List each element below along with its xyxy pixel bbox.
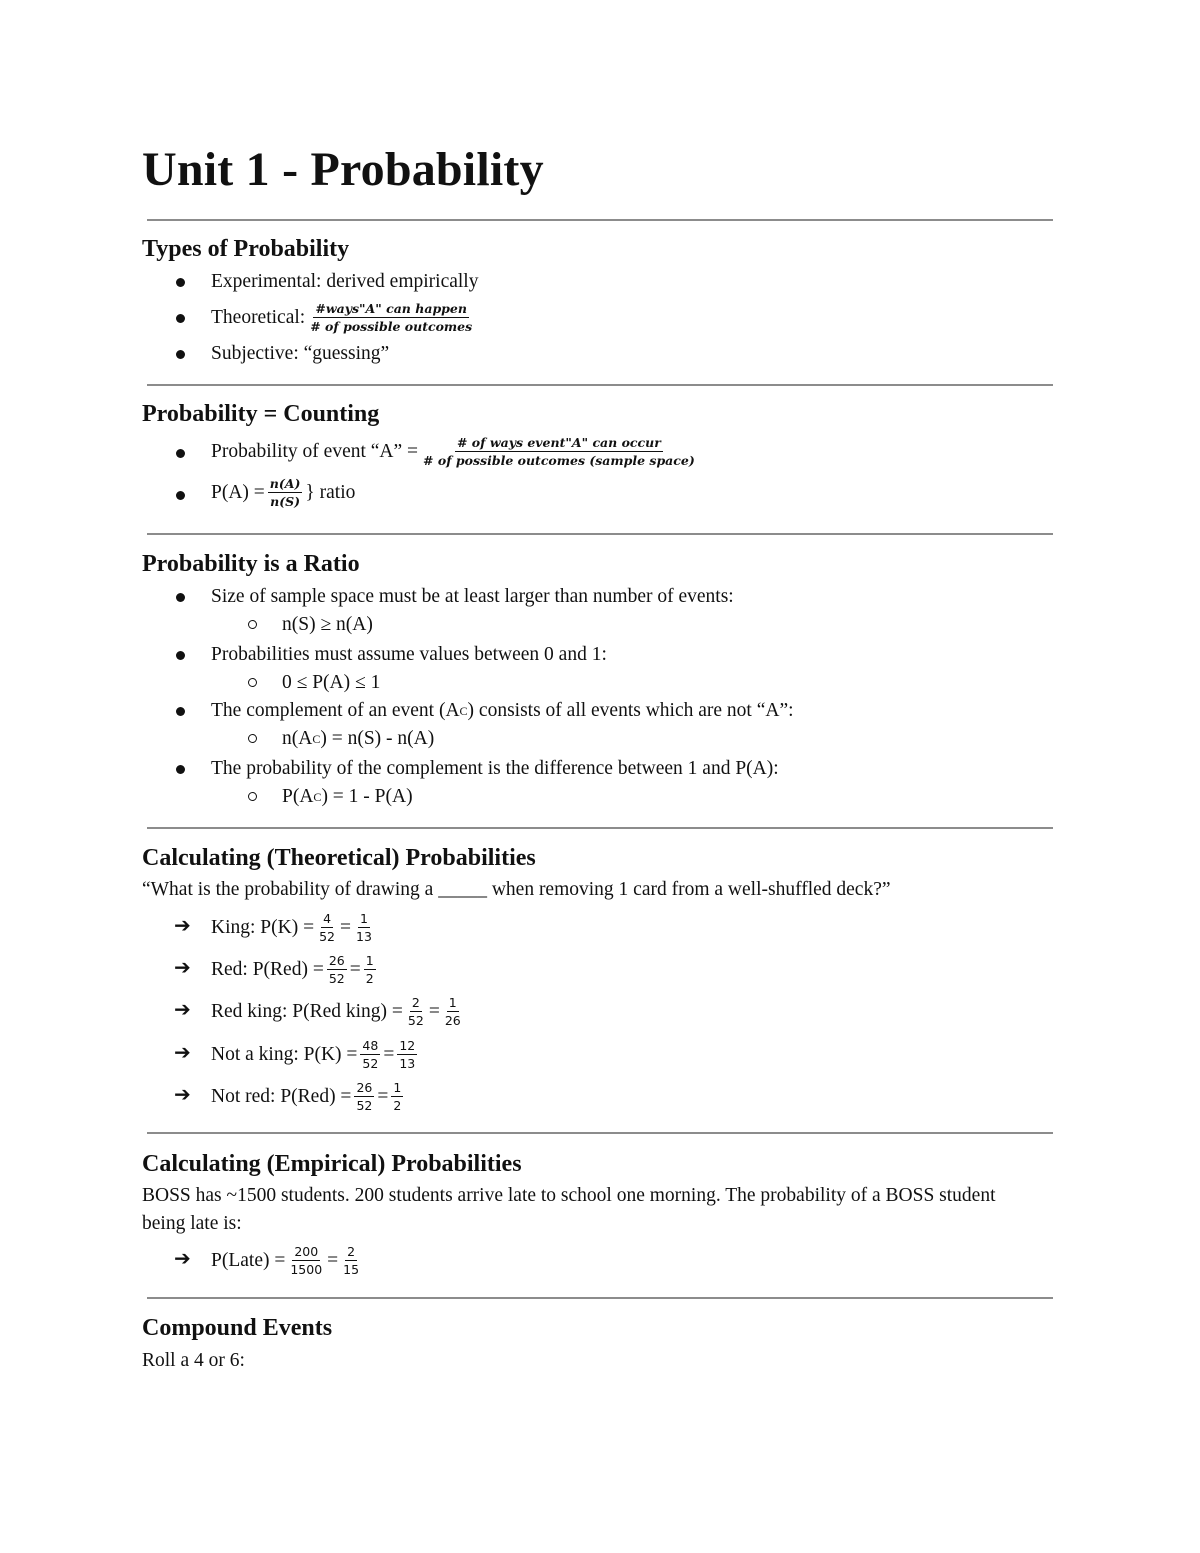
theoretical-fraction — [308, 302, 474, 334]
fraction — [397, 1039, 417, 1071]
card-question: “What is the probability of drawing a _____ when removing 1 card from a well-shuffled deck?” — [142, 879, 891, 900]
sub-bullet-ns-na: n(S) ≥ n(A) — [282, 614, 373, 635]
fraction — [360, 1039, 380, 1071]
bullet-icon — [176, 593, 185, 602]
bullet-icon — [176, 278, 185, 287]
fraction — [354, 1081, 374, 1113]
bullet-theoretical — [211, 302, 477, 334]
fraction-denominator: 13 — [399, 1056, 416, 1071]
fraction-numerator: 48 — [362, 1038, 379, 1053]
fraction-denominator: 52 — [362, 1056, 379, 1071]
complement-text-a: The complement of an event (A — [211, 700, 460, 721]
section-divider — [147, 533, 1053, 535]
fraction — [364, 954, 376, 986]
complement-text-b: ) consists of all events which are not “A”: — [467, 700, 794, 721]
fraction — [354, 912, 374, 944]
pa-label: P(A) = — [211, 482, 265, 503]
late-fraction-2 — [341, 1245, 361, 1277]
section-divider — [147, 1132, 1053, 1134]
bullet-sample-space: Size of sample space must be at least larger than number of events: — [211, 586, 734, 607]
fraction-denominator: 52 — [328, 971, 345, 986]
fraction — [317, 912, 337, 944]
bullet-pa-ratio — [211, 477, 355, 509]
fraction-denominator: 1500 — [290, 1262, 323, 1277]
equals-sign: = — [340, 917, 351, 938]
formula-part: ) = 1 - P(A) — [321, 786, 413, 807]
sub-bullet-icon — [248, 678, 257, 687]
bullet-icon — [176, 314, 185, 323]
fraction-numerator: 1 — [448, 995, 457, 1010]
item-label: Red: P(Red) = — [211, 959, 324, 980]
fraction-denominator: 2 — [365, 971, 374, 986]
arrow-icon: ➔ — [174, 955, 191, 979]
bullet-icon — [176, 350, 185, 359]
bullet-icon — [176, 765, 185, 774]
arrow-icon: ➔ — [174, 997, 191, 1021]
fraction-numerator: n(A) — [269, 476, 301, 491]
fraction-denominator: 26 — [444, 1013, 461, 1028]
section-heading-compound: Compound Events — [142, 1315, 333, 1341]
theoretical-label: Theoretical: — [211, 307, 306, 328]
compound-text: Roll a 4 or 6: — [142, 1350, 245, 1371]
theoretical-item — [211, 954, 379, 986]
formula-part: P(A — [282, 786, 314, 807]
section-heading-counting: Probability = Counting — [142, 401, 380, 427]
section-divider — [147, 1297, 1053, 1299]
fraction-numerator: 1 — [359, 911, 368, 926]
bullet-icon — [176, 449, 185, 458]
fraction-denominator: 13 — [356, 929, 372, 944]
equals-sign: = — [349, 959, 361, 980]
fraction-denominator: 15 — [343, 1262, 360, 1277]
sub-bullet-icon — [248, 734, 257, 743]
item-label: King: P(K) = — [211, 917, 315, 938]
formula-part: ) = n(S) - n(A) — [320, 728, 435, 749]
section-heading-types: Types of Probability — [142, 236, 350, 262]
arrow-icon: ➔ — [174, 913, 191, 937]
bullet-subjective: Subjective: “guessing” — [211, 343, 390, 364]
equals-sign: = — [383, 1044, 395, 1065]
sub-bullet-icon — [248, 620, 257, 629]
sub-bullet-complement-formula: P(A C ) = 1 - P(A) — [282, 784, 413, 810]
section-divider — [147, 827, 1053, 829]
equals-sign: = — [377, 1086, 389, 1107]
event-fraction — [421, 436, 697, 468]
item-label: Not red: P(Red) = — [211, 1086, 352, 1107]
fraction-numerator: 4 — [323, 911, 332, 926]
arrow-icon: ➔ — [174, 1040, 191, 1064]
empirical-description: BOSS has ~1500 students. 200 students arrive late to school one morning. The probability of a BOSS student being late is: — [142, 1185, 996, 1234]
fraction — [443, 996, 463, 1028]
section-heading-theoretical: Calculating (Theoretical) Probabilities — [142, 845, 536, 871]
pa-fraction — [268, 477, 303, 509]
sub-bullet-complement-count: n(A C ) = n(S) - n(A) — [282, 726, 434, 752]
arrow-icon: ➔ — [174, 1246, 191, 1270]
item-label: Not a king: P(K) = — [211, 1044, 358, 1065]
sub-bullet-range: 0 ≤ P(A) ≤ 1 — [282, 672, 381, 693]
late-label: P(Late) = — [211, 1250, 286, 1271]
fraction-numerator: 12 — [399, 1038, 416, 1053]
fraction-numerator: #ways"A" can happen — [315, 301, 467, 316]
fraction — [327, 954, 347, 986]
fraction-numerator: 26 — [328, 953, 345, 968]
theoretical-item — [211, 1039, 420, 1071]
fraction-numerator: 200 — [294, 1244, 319, 1259]
fraction-numerator: 1 — [393, 1080, 402, 1095]
fraction-numerator: 26 — [356, 1080, 373, 1095]
event-label: Probability of event “A” = — [211, 441, 419, 462]
theoretical-item — [211, 996, 466, 1028]
fraction-numerator: # of ways event"A" can occur — [456, 435, 661, 450]
sub-bullet-icon — [248, 792, 257, 801]
fraction-denominator: 52 — [319, 929, 335, 944]
empirical-result — [211, 1245, 364, 1277]
formula-part: n(A — [282, 728, 313, 749]
fraction-numerator: 2 — [347, 1244, 356, 1259]
section-heading-empirical: Calculating (Empirical) Probabilities — [142, 1151, 522, 1177]
pa-suffix: } ratio — [305, 482, 356, 503]
theoretical-item — [211, 912, 377, 944]
fraction-denominator: n(S) — [270, 494, 301, 509]
fraction — [391, 1081, 403, 1113]
bullet-complement: The complement of an event (A C ) consists of all events which are not “A”: — [211, 698, 794, 724]
late-fraction-1 — [288, 1245, 324, 1277]
bullet-complement-probability: The probability of the complement is the difference between 1 and P(A): — [211, 758, 779, 779]
page-title: Unit 1 - Probability — [142, 143, 544, 196]
equals-sign: = — [327, 1250, 339, 1271]
fraction-denominator: # of possible outcomes (sample space) — [423, 453, 695, 468]
section-heading-ratio: Probability is a Ratio — [142, 551, 360, 577]
section-divider — [147, 219, 1053, 221]
fraction-denominator: 52 — [356, 1098, 373, 1113]
equals-sign: = — [428, 1001, 440, 1022]
bullet-icon — [176, 491, 185, 500]
bullet-event-probability — [211, 436, 700, 468]
bullet-values-range: Probabilities must assume values between 0 and 1: — [211, 644, 607, 665]
bullet-icon — [176, 651, 185, 660]
fraction-numerator: 2 — [411, 995, 420, 1010]
fraction-denominator: 52 — [407, 1013, 424, 1028]
fraction-numerator: 1 — [365, 953, 374, 968]
theoretical-item — [211, 1081, 406, 1113]
item-label: Red king: P(Red king) = — [211, 1001, 403, 1022]
arrow-icon: ➔ — [174, 1082, 191, 1106]
bullet-experimental: Experimental: derived empirically — [211, 271, 479, 292]
bullet-icon — [176, 707, 185, 716]
fraction-denominator: # of possible outcomes — [310, 319, 473, 334]
fraction-denominator: 2 — [393, 1098, 402, 1113]
section-divider — [147, 384, 1053, 386]
fraction — [406, 996, 426, 1028]
